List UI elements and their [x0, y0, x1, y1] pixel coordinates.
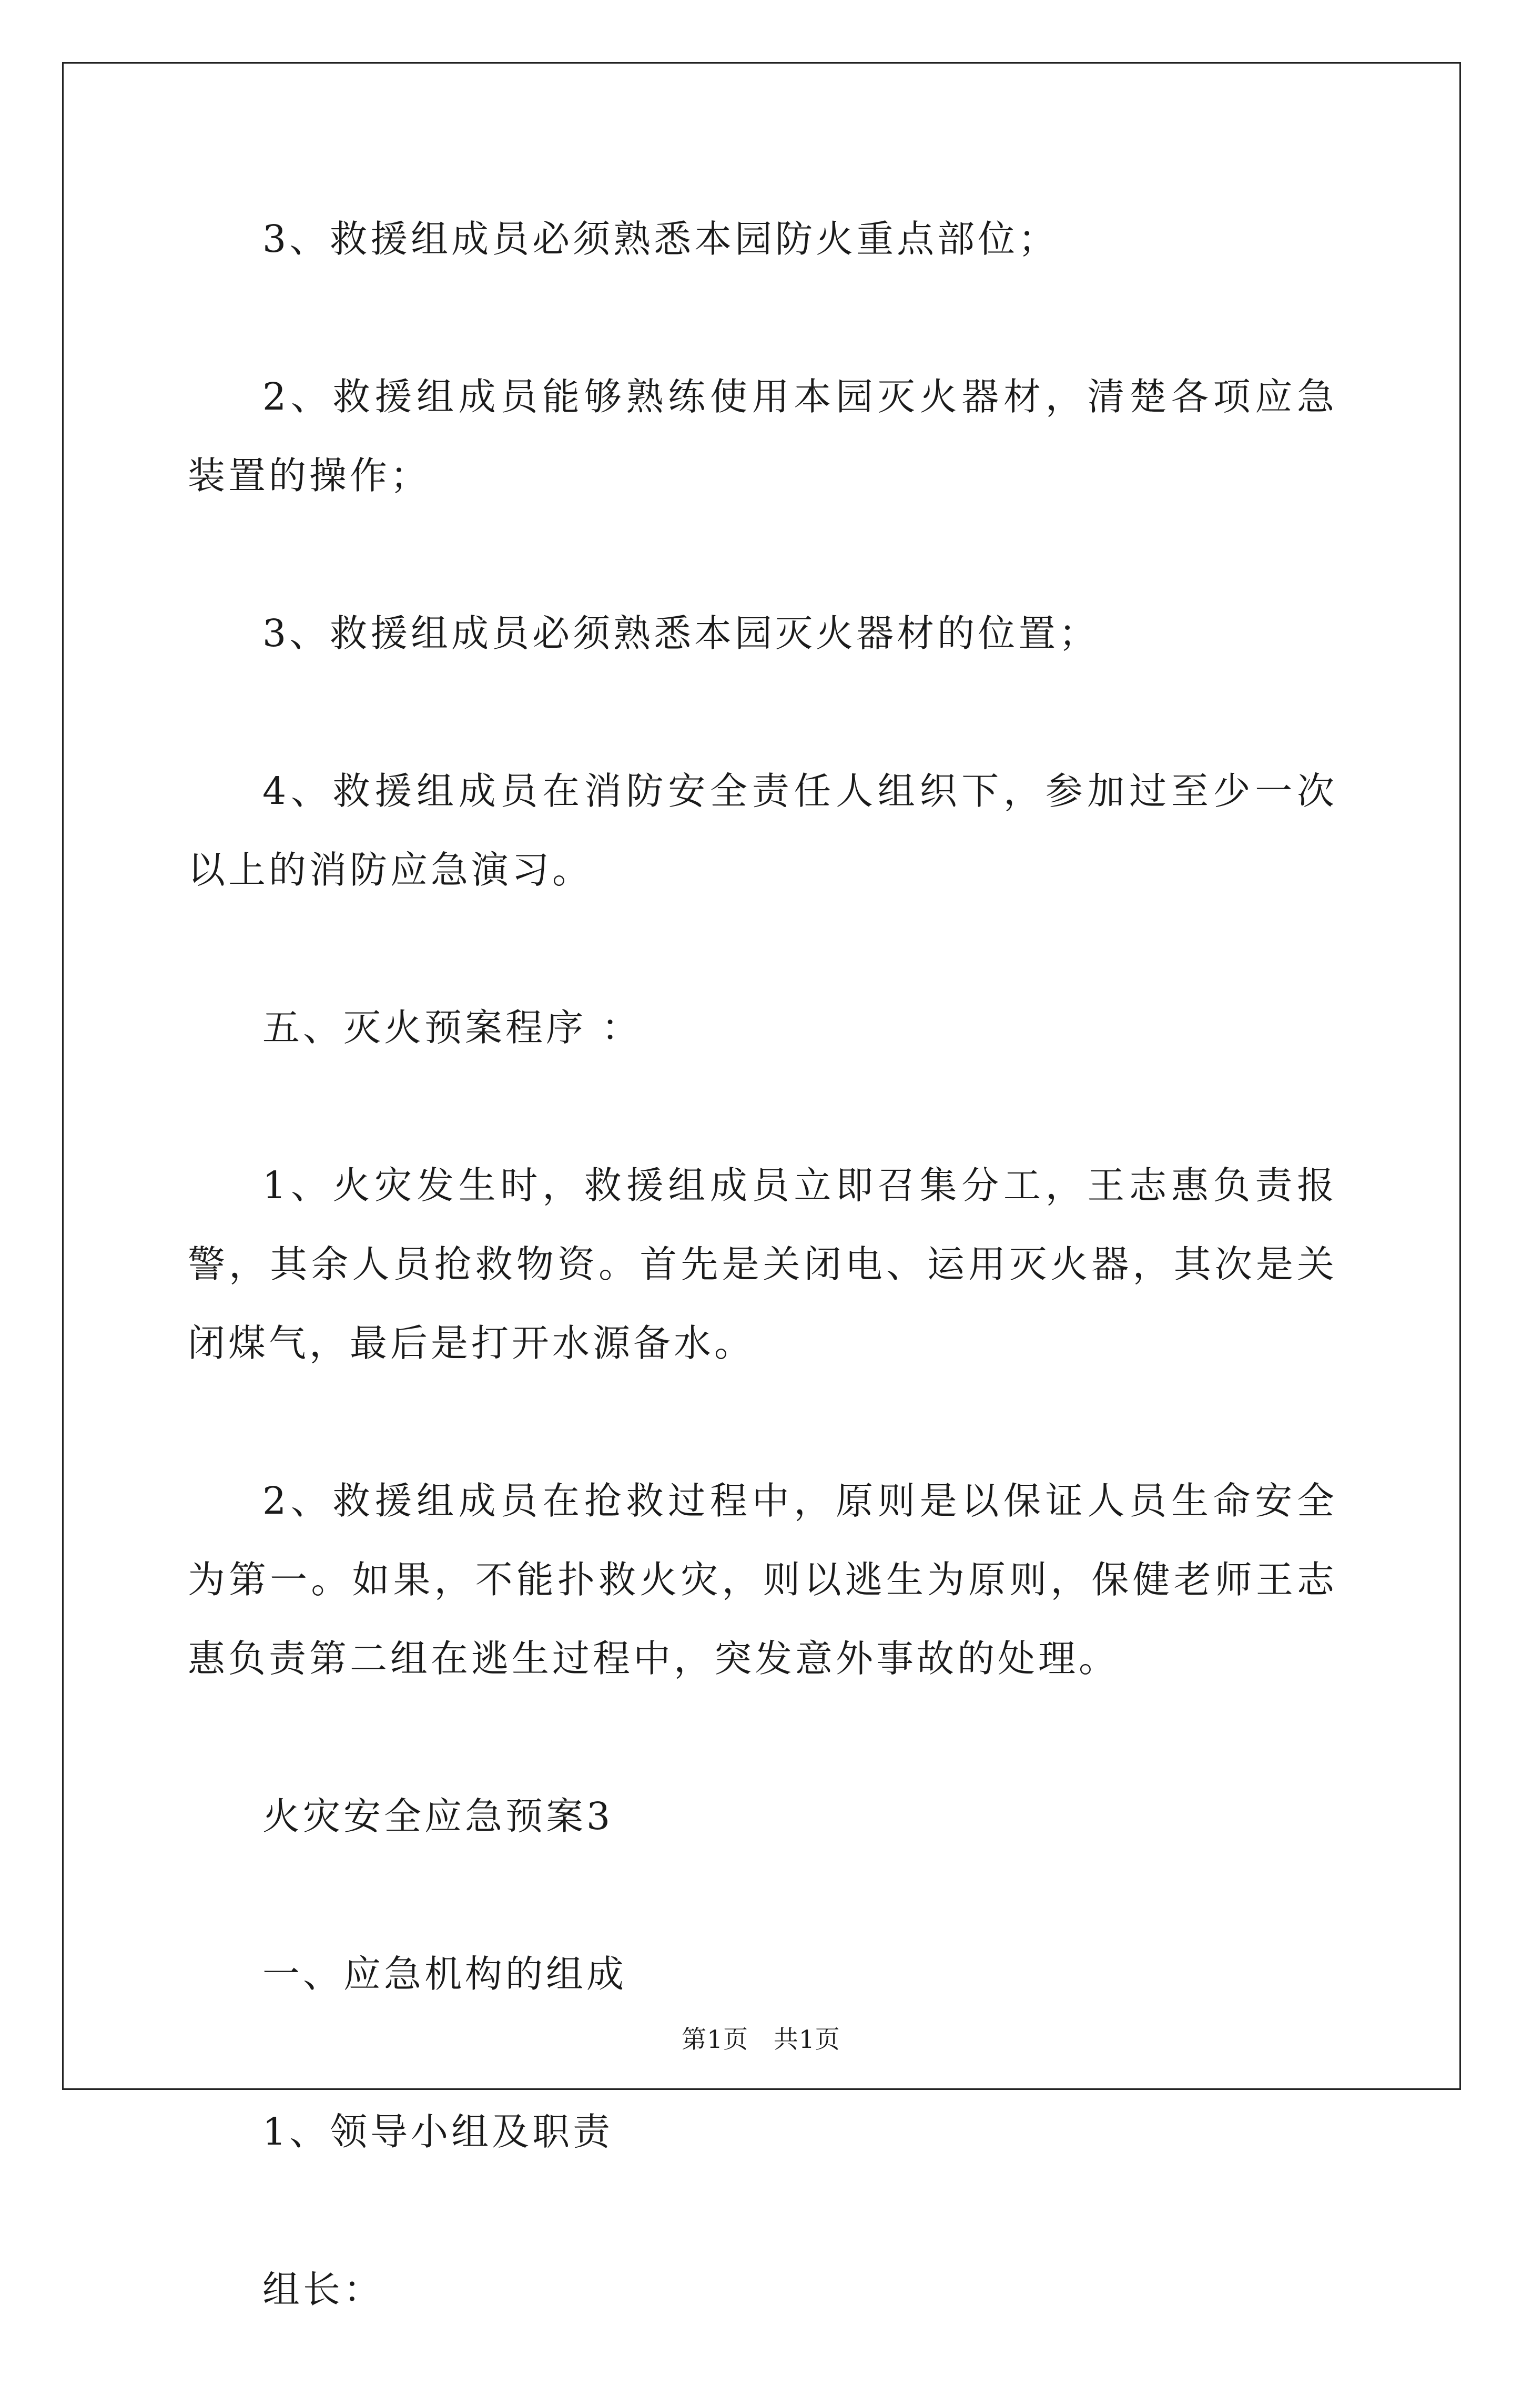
paragraph: 3、救援组成员必须熟悉本园灭火器材的位置； — [262, 611, 1100, 655]
paragraph: 2、救援组成员在抢救过程中，原则是以保证人员生命安全为第一。如果，不能扑救火灾，则以逃生为原则，保健老师王志惠负责第二组在逃生过程中，突发意外事故的处理。 — [188, 1479, 1337, 1680]
paragraph: 组长： — [262, 2268, 384, 2311]
subsection-heading: 1、领导小组及职责 — [262, 2110, 614, 2154]
paragraph: 3、救援组成员必须熟悉本园防火重点部位； — [262, 217, 1059, 261]
paragraph: 2、救援组成员能够熟练使用本园灭火器材，清楚各项应急装置的操作； — [188, 375, 1337, 497]
section-heading: 五、灭火预案程序 ： — [262, 1006, 642, 1049]
document-body — [188, 200, 1337, 2408]
document-title: 火灾安全应急预案3 — [262, 1794, 614, 1838]
page-footer: 第1页 共1页 — [682, 2025, 840, 2054]
section-heading: 一、应急机构的组成 — [262, 1952, 627, 1996]
paragraph: 4、救援组成员在消防安全责任人组织下，参加过至少一次以上的消防应急演习。 — [188, 769, 1337, 892]
paragraph: 1、火灾发生时，救援组成员立即召集分工，王志惠负责报警，其余人员抢救物资。首先是关闭电、运用灭火器，其次是关闭煤气，最后是打开水源备水。 — [188, 1164, 1337, 1365]
